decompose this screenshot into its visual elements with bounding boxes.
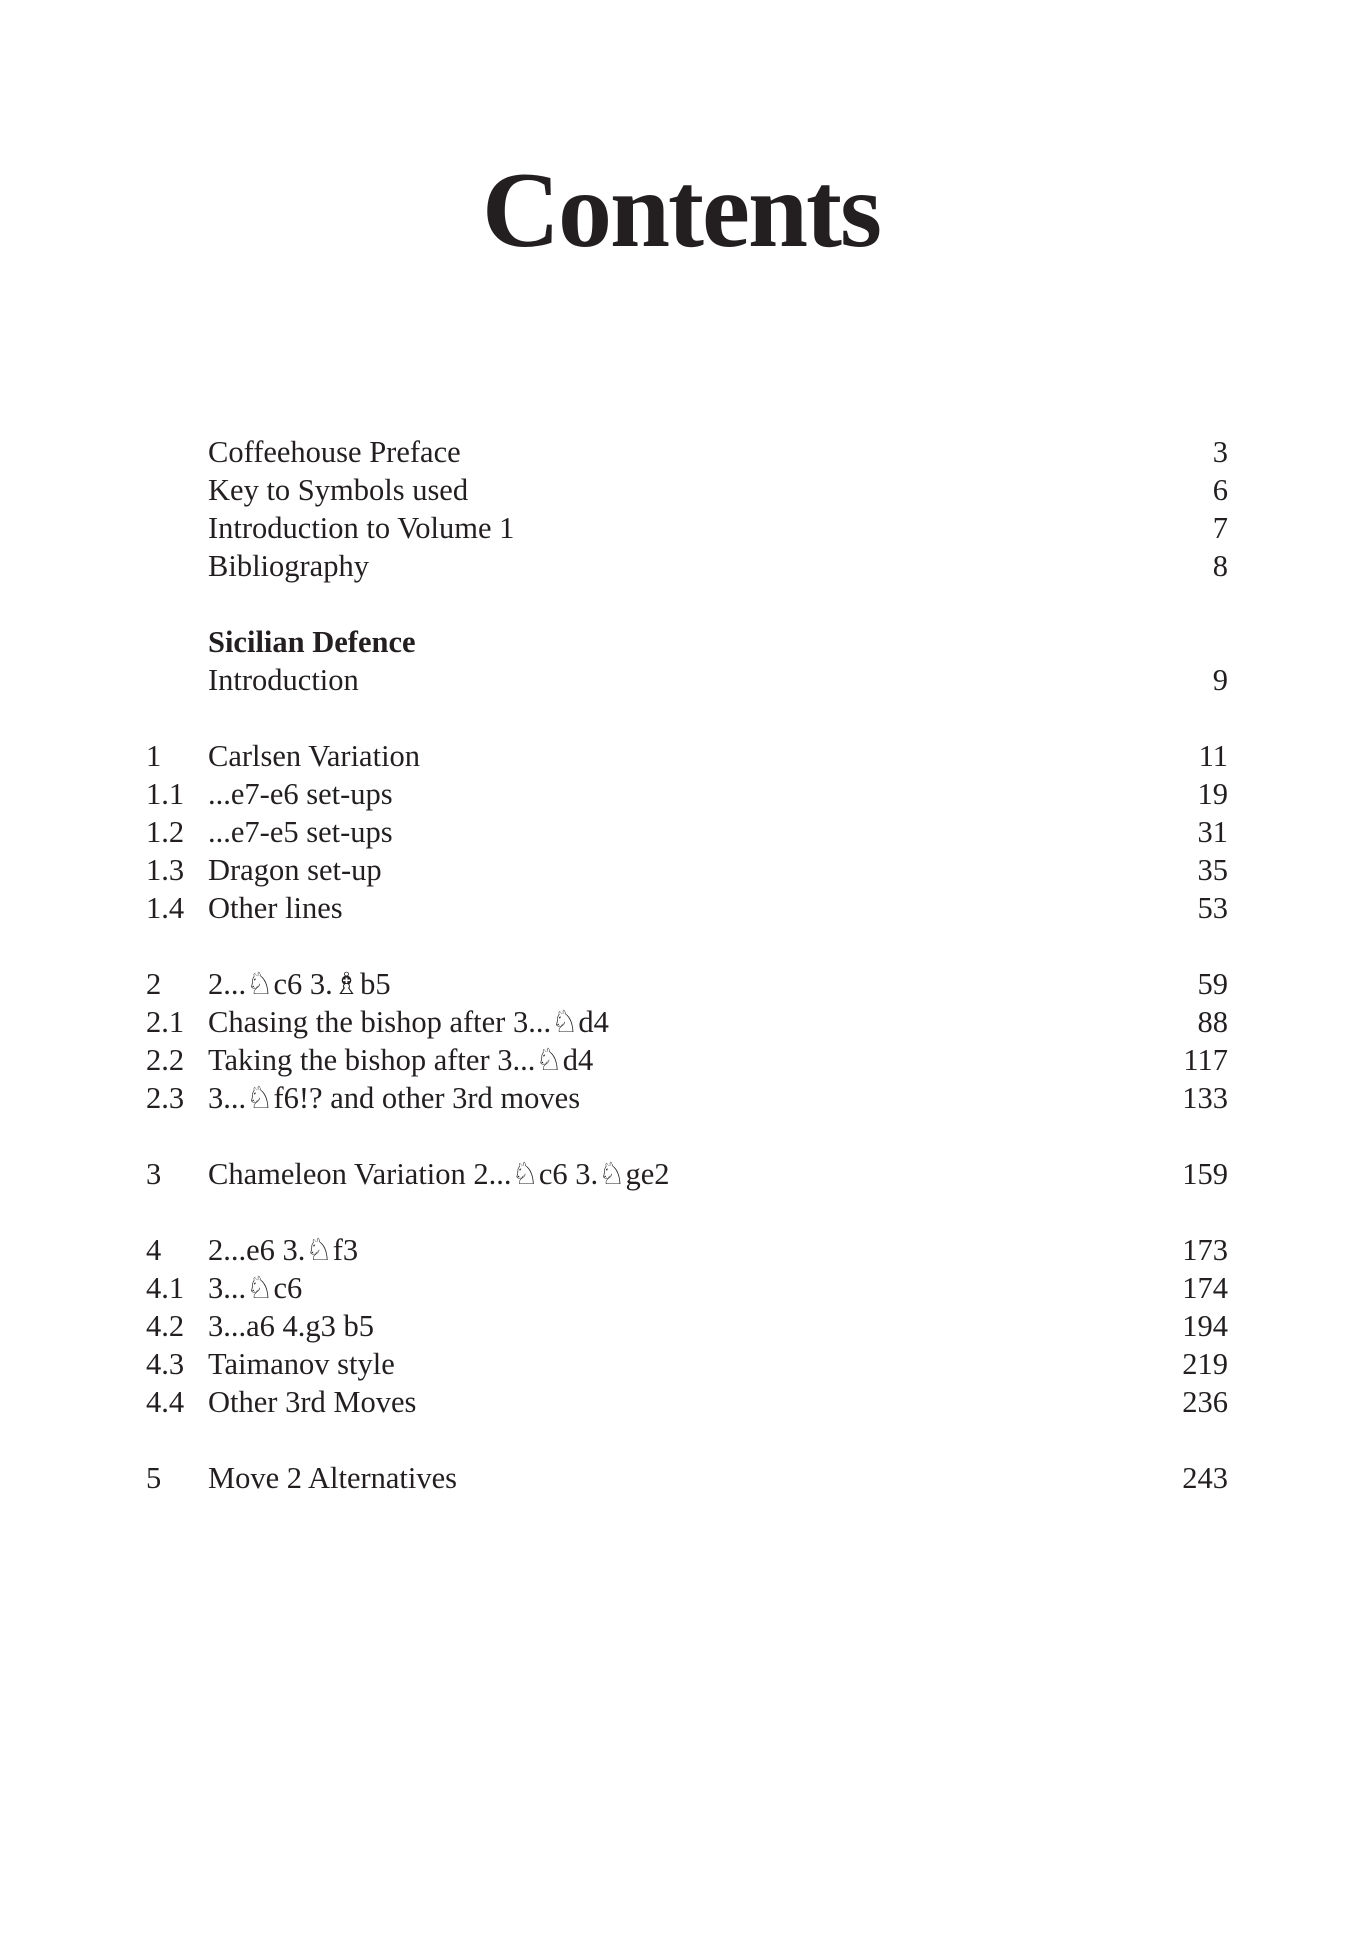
- toc-row-number: 4: [146, 1233, 162, 1267]
- toc-row: [146, 737, 1228, 775]
- toc-row-page: 219: [1182, 1347, 1228, 1381]
- toc-row: [146, 623, 1228, 661]
- toc-row-page: 117: [1183, 1043, 1228, 1077]
- toc-group-chapter-2: [146, 965, 1228, 1117]
- toc-row: [146, 661, 1228, 699]
- toc-row-page: 7: [1212, 511, 1228, 545]
- toc-row-number: 2.3: [146, 1081, 185, 1115]
- toc-row-title: Other lines: [208, 891, 343, 925]
- toc-row-title: Bibliography: [208, 549, 369, 583]
- toc-row: [146, 1383, 1228, 1421]
- toc-row-title: Taimanov style: [208, 1347, 395, 1381]
- toc-row-title: Move 2 Alternatives: [208, 1461, 458, 1495]
- toc-row: [146, 1345, 1228, 1383]
- toc-row-title: 3...♘c6: [208, 1271, 303, 1305]
- toc-row: [146, 1307, 1228, 1345]
- toc-row-page: 9: [1212, 663, 1228, 697]
- toc-row-number: 2.2: [146, 1043, 185, 1077]
- toc-row-number: 4.1: [146, 1271, 185, 1305]
- toc-row-page: 194: [1182, 1309, 1228, 1343]
- toc-group-chapter-4: [146, 1231, 1228, 1421]
- toc-row-page: 236: [1182, 1385, 1228, 1419]
- toc-row-page: 35: [1197, 853, 1228, 887]
- toc-row-title: Other 3rd Moves: [208, 1385, 417, 1419]
- toc-row-page: 53: [1197, 891, 1228, 925]
- toc-row-number: 1.2: [146, 815, 185, 849]
- toc-row: [146, 851, 1228, 889]
- toc-group-chapter-5: [146, 1459, 1228, 1497]
- toc-row: [146, 1269, 1228, 1307]
- toc-row-number: 1.3: [146, 853, 185, 887]
- toc-row-number: 1.1: [146, 777, 185, 811]
- toc-row: [146, 1459, 1228, 1497]
- toc-row-page: 8: [1212, 549, 1228, 583]
- toc-row: [146, 889, 1228, 927]
- toc-row-number: 2: [146, 967, 162, 1001]
- toc-group-front-matter: [146, 433, 1228, 585]
- toc-row-page: 159: [1182, 1157, 1228, 1191]
- toc-row-number: 1.4: [146, 891, 185, 925]
- toc-row-title: ...e7-e5 set-ups: [208, 815, 393, 849]
- toc-row-page: 6: [1212, 473, 1228, 507]
- toc-row-page: 31: [1197, 815, 1228, 849]
- toc-row: [146, 1003, 1228, 1041]
- toc-row: [146, 1079, 1228, 1117]
- toc-row-title: 3...a6 4.g3 b5: [208, 1309, 375, 1343]
- toc-row-title: 2...♘c6 3.♗b5: [208, 967, 391, 1001]
- toc-row: [146, 965, 1228, 1003]
- toc-row: [146, 547, 1228, 585]
- toc-row-title: Key to Symbols used: [208, 473, 469, 507]
- toc-row: [146, 1155, 1228, 1193]
- toc-row-title: Introduction to Volume 1: [208, 511, 515, 545]
- toc-row-title: Carlsen Variation: [208, 739, 421, 773]
- toc-row-page: 59: [1197, 967, 1228, 1001]
- toc-row-title: Chameleon Variation 2...♘c6 3.♘ge2: [208, 1157, 670, 1191]
- toc-row-page: 174: [1182, 1271, 1228, 1305]
- toc-row-page: 133: [1182, 1081, 1228, 1115]
- toc-row: [146, 509, 1228, 547]
- toc-row: [146, 775, 1228, 813]
- toc-row: [146, 813, 1228, 851]
- toc-row-title: Sicilian Defence: [208, 625, 416, 659]
- toc-row-page: 19: [1197, 777, 1228, 811]
- toc-row-title: 3...♘f6!? and other 3rd moves: [208, 1081, 581, 1115]
- toc-group-sicilian-defence: [146, 623, 1228, 699]
- toc-row-number: 3: [146, 1157, 162, 1191]
- toc-row-number: 4.3: [146, 1347, 185, 1381]
- page-title: Contents: [481, 151, 881, 270]
- toc-row-number: 4.4: [146, 1385, 185, 1419]
- toc-group-chapter-1: [146, 737, 1228, 927]
- toc-row: [146, 1231, 1228, 1269]
- toc-row-title: Coffeehouse Preface: [208, 435, 461, 469]
- toc-row-title: Introduction: [208, 663, 359, 697]
- toc-row: [146, 433, 1228, 471]
- toc-row-title: Chasing the bishop after 3...♘d4: [208, 1005, 609, 1039]
- toc-list: [146, 433, 1228, 1535]
- toc-row-title: ...e7-e6 set-ups: [208, 777, 393, 811]
- toc-row-title: Taking the bishop after 3...♘d4: [208, 1043, 594, 1077]
- toc-row-number: 1: [146, 739, 162, 773]
- toc-row-title: Dragon set-up: [208, 853, 382, 887]
- toc-row-number: 2.1: [146, 1005, 185, 1039]
- toc-row-number: 5: [146, 1461, 162, 1495]
- toc-row-title: 2...e6 3.♘f3: [208, 1233, 359, 1267]
- toc-row: [146, 471, 1228, 509]
- toc-row-page: 3: [1212, 435, 1228, 469]
- toc-row-page: 173: [1182, 1233, 1228, 1267]
- toc-row-page: 243: [1182, 1461, 1228, 1495]
- toc-row-page: 88: [1197, 1005, 1228, 1039]
- toc-row-page: 11: [1198, 739, 1228, 773]
- toc-row-number: 4.2: [146, 1309, 185, 1343]
- toc-group-chapter-3: [146, 1155, 1228, 1193]
- toc-row: [146, 1041, 1228, 1079]
